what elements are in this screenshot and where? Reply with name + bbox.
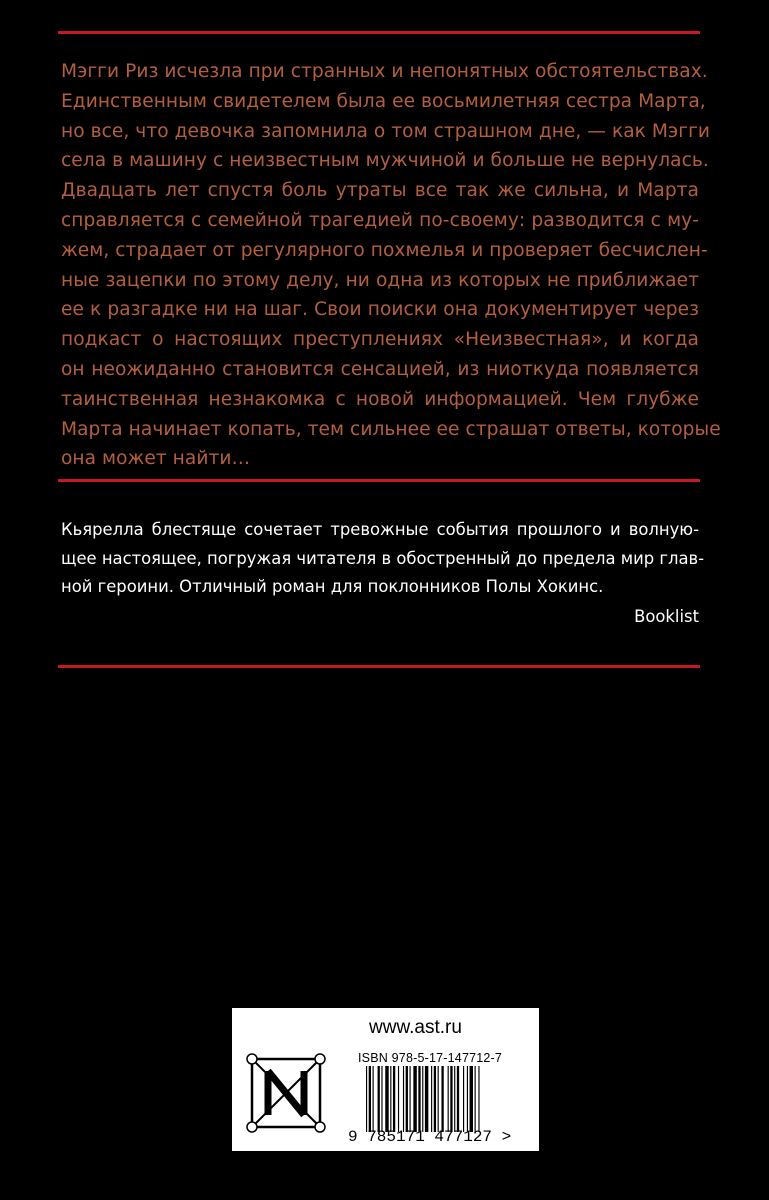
top-divider <box>58 31 700 34</box>
blurb-line: таинственная незнакомка с новой информацией. Чем глубже <box>61 388 699 410</box>
blurb-line: Единственным свидетелем была ее восьмилетняя сестра Марта, <box>61 90 706 112</box>
review-line: ной героини. Отличный роман для поклонников Полы Хокинс. <box>61 577 604 596</box>
blurb-line: Двадцать лет спустя боль утраты все так же сильна, и Марта <box>61 180 699 202</box>
blurb-line: Марта начинает копать, тем сильнее ее страшат ответы, которые <box>61 418 721 440</box>
blurb-line: ее к разгадке ни на шаг. Свои поиски она документирует через <box>61 299 699 321</box>
review-source: Booklist <box>634 606 699 626</box>
blurb-line: она может найти… <box>61 448 251 470</box>
publisher-logo-icon <box>246 1053 326 1133</box>
barcode-digits: 9 785171 477127 > <box>348 1128 512 1146</box>
review-quote <box>61 516 705 631</box>
blurb-line: но все, что девочка запомнила о том страшном дне, — как Мэгги <box>61 120 711 142</box>
barcode-panel <box>232 1008 539 1151</box>
barcode-bars <box>366 1066 526 1132</box>
blurb-line: он неожиданно становится сенсацией, из ниоткуда появляется <box>61 358 699 380</box>
middle-divider <box>58 479 700 482</box>
publisher-website: www.ast.ru <box>369 1017 462 1038</box>
blurb-line: ные зацепки по этому делу, ни одна из которых не приближает <box>61 269 699 291</box>
blurb-line: справляется с семейной трагедией по-своему: разводится с му- <box>61 209 699 231</box>
review-line: Кьярелла блестяще сочетает тревожные события прошлого и волную- <box>61 520 699 539</box>
isbn-number: ISBN 978-5-17-147712-7 <box>358 1051 503 1065</box>
blurb-line: жем, страдает от регулярного похмелья и проверяет бесчислен- <box>61 239 708 261</box>
blurb-line: села в машину с неизвестным мужчиной и больше не вернулась. <box>61 150 709 172</box>
bottom-divider <box>58 665 700 668</box>
blurb-line: Мэгги Риз исчезла при странных и непонятных обстоятельствах. <box>61 61 708 82</box>
blurb-line: подкаст о настоящих преступлениях «Неизвестная», и когда <box>61 329 699 351</box>
review-line: щее настоящее, погружая читателя в обостренный до предела мир глав- <box>61 548 705 568</box>
annotation-text <box>61 57 721 474</box>
